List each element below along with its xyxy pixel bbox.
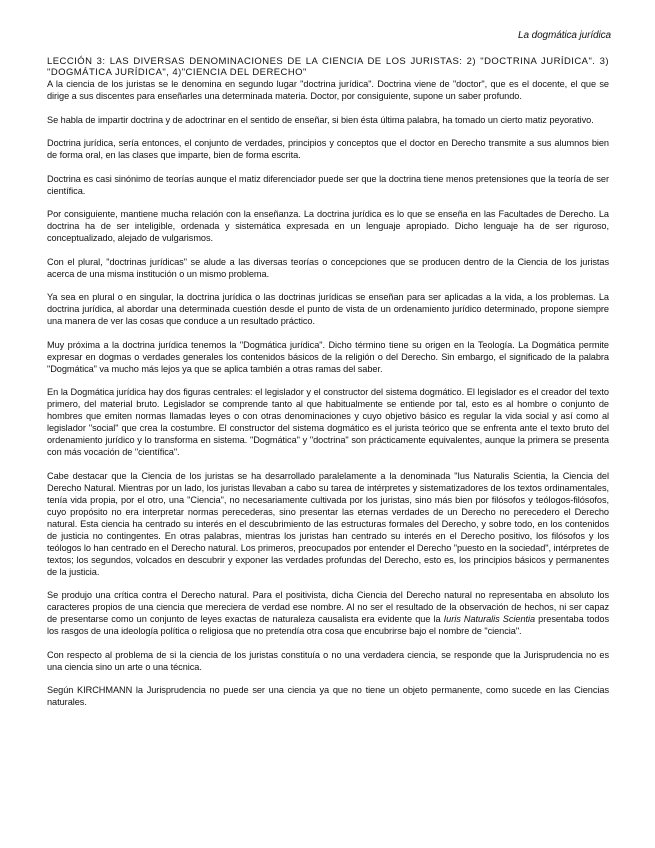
paragraph: Con el plural, "doctrinas jurídicas" se alude a las diversas teorías o concepciones que se producen dentro de la Ciencia de los juristas acerca de una misma institución o un mismo problema. [47, 256, 609, 279]
paragraph: Con respecto al problema de si la ciencia de los juristas constituía o no una verdadera ciencia, se responde que la Jurisprudencia no es una ciencia sino un arte o una técnica. [47, 649, 609, 672]
lesson-title: LECCIÓN 3: LAS DIVERSAS DENOMINACIONES DE LA CIENCIA DE LOS JURISTAS: 2) "DOCTRINA JURÍDICA". 3) "DOGMÁTICA JURÍDICA", 4)"CIENCIA DEL DERECHO" [47, 56, 609, 78]
paragraph: Se habla de impartir doctrina y de adoctrinar en el sentido de enseñar, si bien ésta última palabra, ha tomado un cierto matiz peyorativo. [47, 114, 594, 125]
paragraph: Ya sea en plural o en singular, la doctrina jurídica o las doctrinas jurídicas se enseñan para ser aplicadas a la vida, a los problemas. La doctrina jurídica, al abordar una determinada cuestión desde el punto de vista de un ordenamiento jurídico determinado, propone siempre una manera de ver las cosas que conduce a un resultado práctico. [47, 292, 609, 326]
document-body [47, 56, 609, 720]
paragraph: Según KIRCHMANN la Jurisprudencia no puede ser una ciencia ya que no tiene un objeto permanente, como sucede en las Ciencias naturales. [47, 685, 609, 707]
paragraph: Por consiguiente, mantiene mucha relación con la enseñanza. La doctrina jurídica es lo que se enseña en las Facultades de Derecho. La doctrina ha de ser inteligible, ordenada y sistemática expresada en un lenguaje apropiado. Dicho lenguaje ha de ser riguroso, conceptualizado, alejado de vulgarismos. [47, 209, 609, 243]
running-header: La dogmática jurídica [518, 30, 611, 41]
paragraph: Se produjo una crítica contra el Derecho natural. Para el positivista, dicha Ciencia del Derecho natural no representaba en absoluto los caracteres propios de una ciencia que mereciera de verdad ese nombre. Al no ser el resultado de la observación de hechos, ni ser capaz de presentarse como un conjunto de leyes exactas de naturaleza causalista era evidente que la Iuris Naturalis Scientia presentaba todos los rasgos de una ideología política o religiosa que no pretendía otra cosa que encubrirse bajo el nombre de "ciencia". [47, 590, 609, 636]
paragraph: Muy próxima a la doctrina jurídica tenemos la "Dogmática jurídica". Dicho término tiene su origen en la Teología. La Dogmática permite expresar en dogmas o verdades generales los contenidos básicos de la religión o del Derecho. Sin embargo, el significado de la palabra "Dogmática" va mucho más lejos ya que se aplica también a otras ramas del saber. [47, 339, 609, 374]
paragraph: A la ciencia de los juristas se le denomina en segundo lugar "doctrina jurídica". Doctrina viene de "doctor", que es el docente, el que se dirige a sus discentes para enseñarles una determinada materia. Doctor, por consiguiente, supone un saber profundo. [47, 79, 609, 101]
paragraph: Doctrina es casi sinónimo de teorías aunque el matiz diferenciador puede ser que la doctrina tiene menos pretensiones que la teoría de ser científica. [47, 173, 609, 196]
paragraph: Cabe destacar que la Ciencia de los juristas se ha desarrollado paralelamente a la denominada "Ius Naturalis Scientia, la Ciencia del Derecho Natural. Mientras por un lado, los juristas llevaban a cabo su tarea de intérpretes y sistematizadores de los textos ordinamentales, tenía vida propia, por el otro, una "Ciencia", no necesariamente cultivada por los juristas, sino más bien por filósofos y teólogos-filósofos, cuyo propósito no era interpretar normas perecederas, sino presentar las eternas verdades de un Derecho no perecedero el Derecho natural. Esta ciencia ha centrado su interés en el descubrimiento de las estructuras formales del Derecho, y sobre todo, en los contenidos de justicia no contingentes. En otras palabras, mientras los juristas han centrado su interés en el Derecho positivo, los filósofos y los teólogos lo han centrado en el Derecho natural. Los primeros, preocupados por entender el Derecho "puesto en la sociedad", intérpretes de textos; los segundos, volcados en descubrir y exponer las verdades profundas del Derecho, esto es, los principios básicos y permanentes de la justicia. [47, 470, 610, 577]
paragraph: En la Dogmática jurídica hay dos figuras centrales: el legislador y el constructor del sistema dogmático. El legislador es el creador del texto primero, del material bruto. Legislador se comprende tanto al que habitualmente se entiende por tal, esto es al hombre o conjunto de hombres que emiten normas llamadas leyes o con otras denominaciones y cuyo objetivo básico es regular la vida social y así como al legislador "social" que crea la costumbre. El constructor del sistema dogmático es el jurista teórico que se enfrenta ante el texto bruto del ordenamiento jurídico y lo transforma en sistema. "Dogmática" y "doctrina" son prácticamente equivalentes, aunque la primera se presenta con más vocación de "científica". [47, 387, 609, 457]
paragraph: Doctrina jurídica, sería entonces, el conjunto de verdades, principios y conceptos que el doctor en Derecho transmite a sus alumnos bien de forma oral, en las clases que imparte, bien de forma escrita. [47, 138, 609, 160]
